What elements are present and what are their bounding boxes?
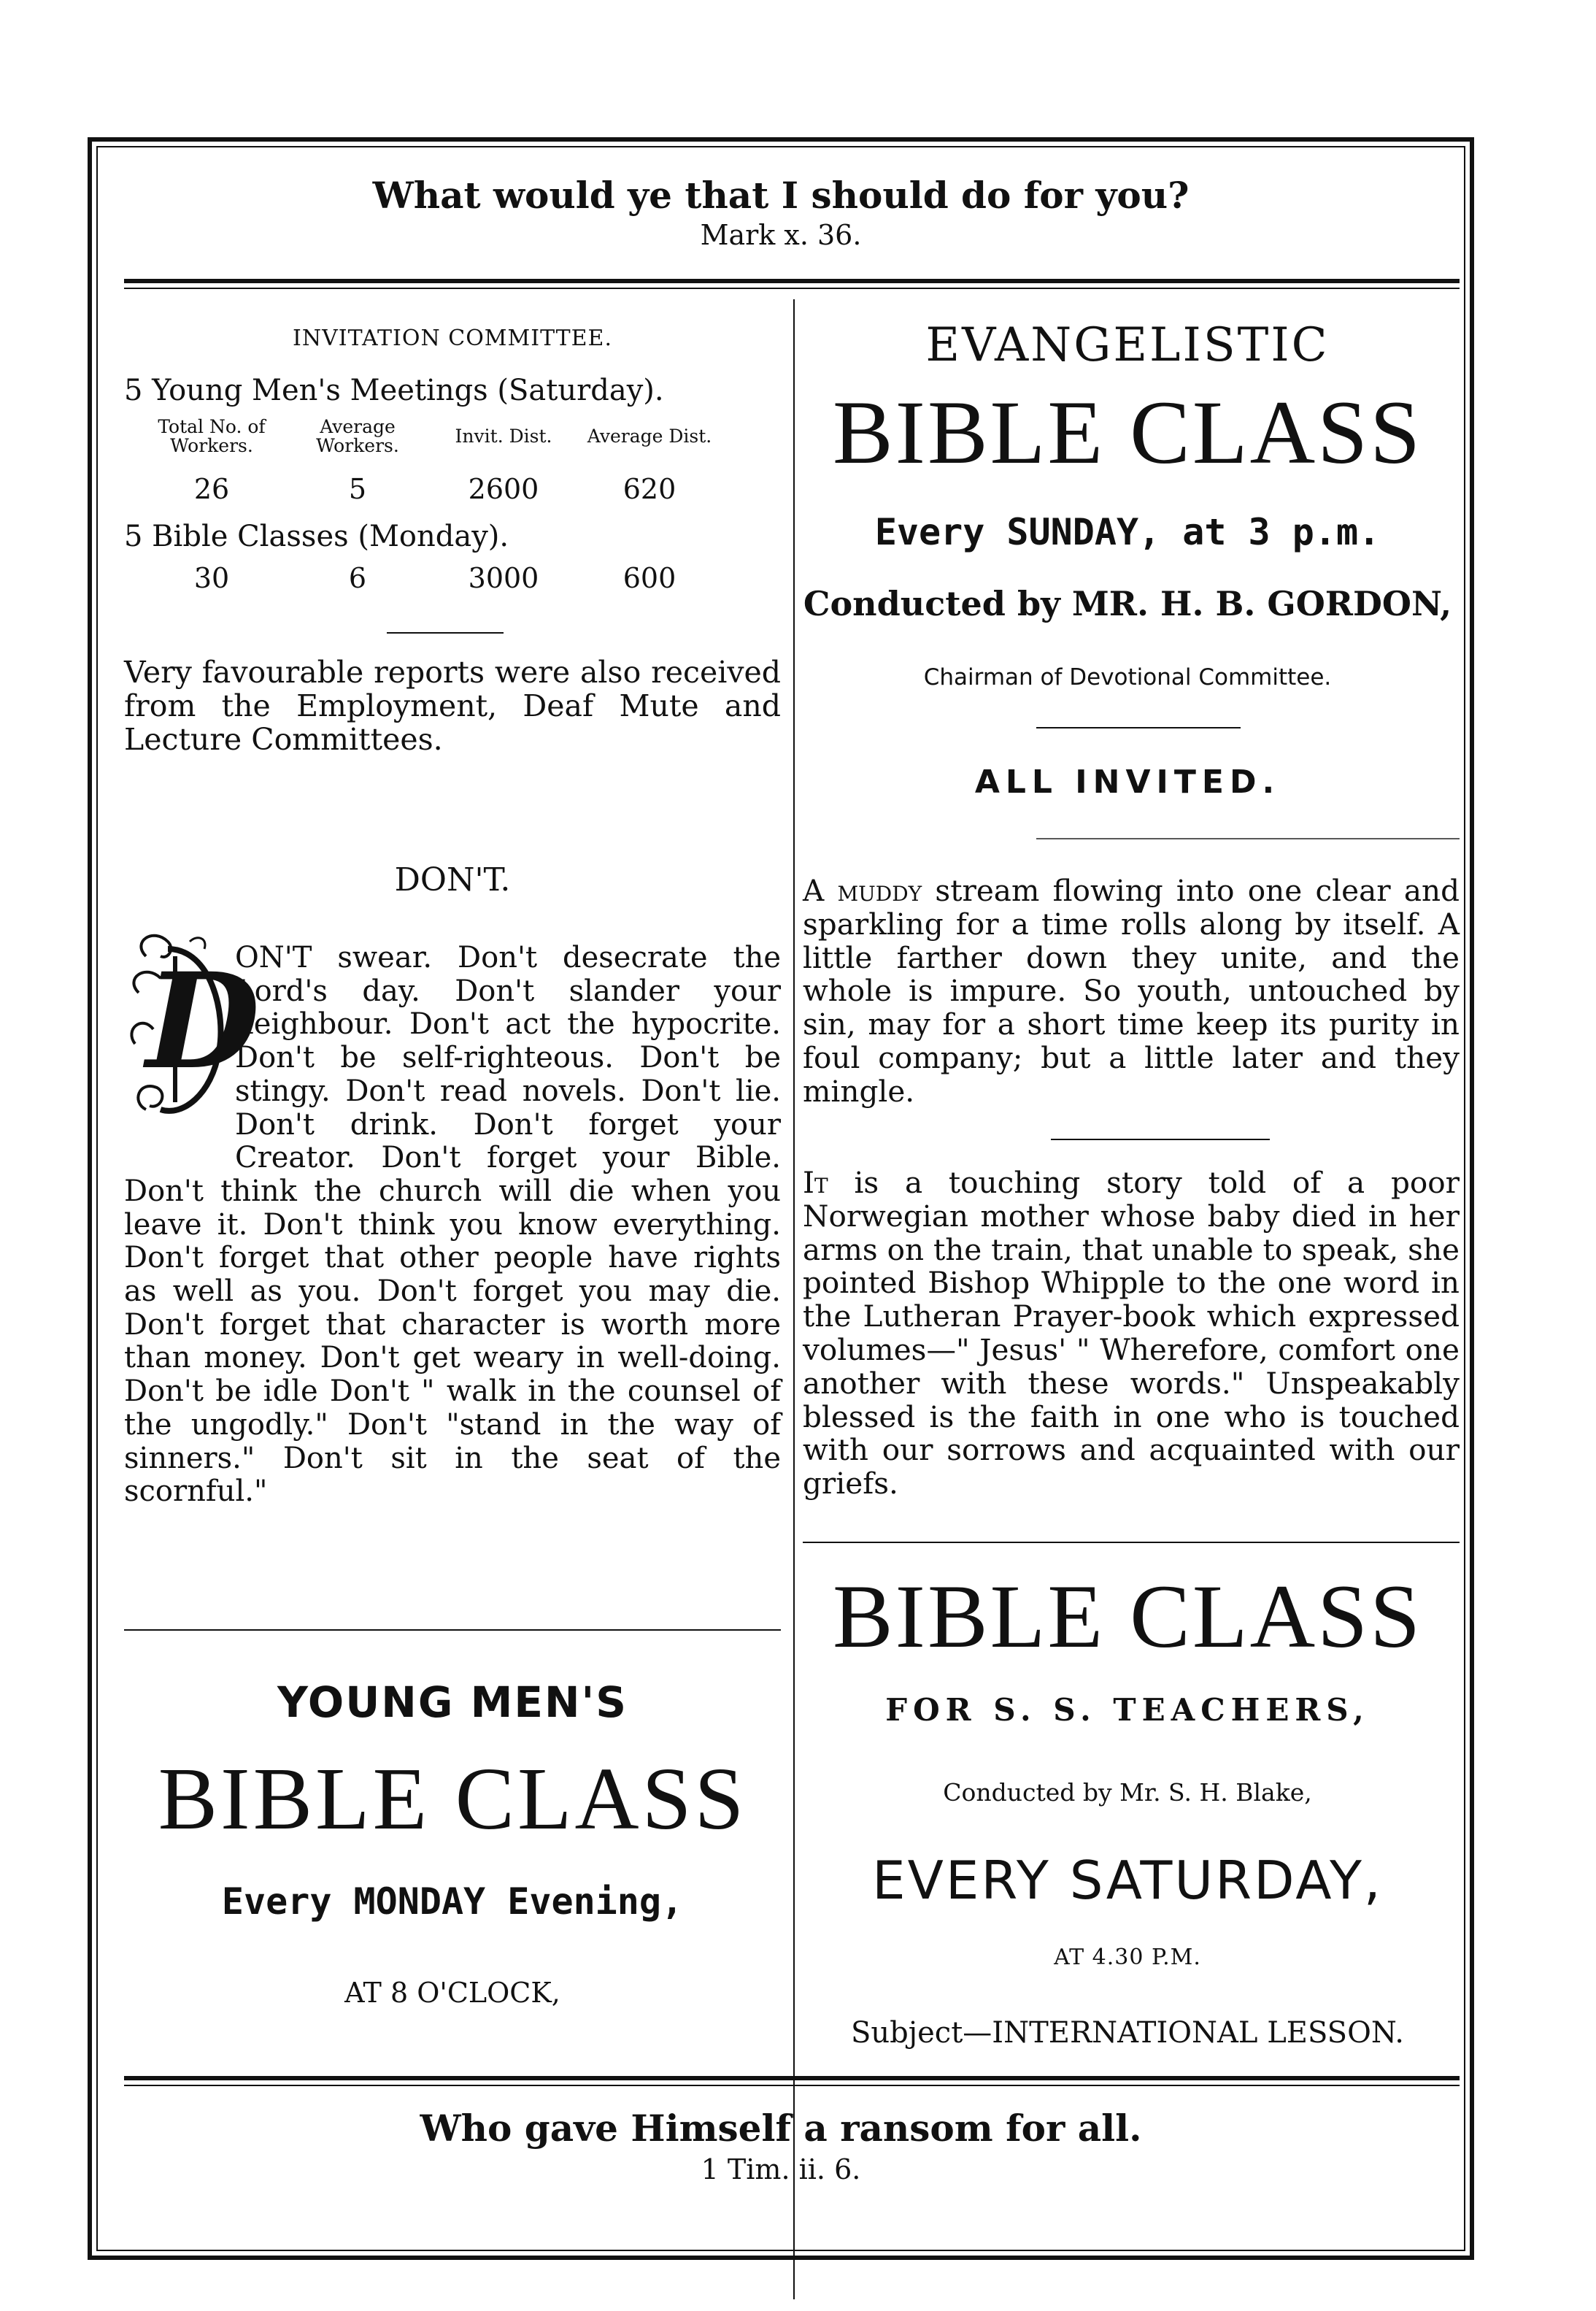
story-text: is a touching story told of a poor Norwegian mother whose baby died in her arms on the train, that unable to speak, she pointed Bishop Whipple to the one word in the Lutheran Prayer-book which expressed volumes—" Jesus' " Wherefore, comfort one another with these words." Unspeakably blessed is the faith in one who is touched with our sorrows and acquainted with our griefs. [803, 1165, 1460, 1501]
section-rule [803, 1542, 1460, 1543]
stream-text: stream flowing into one clear and sparkling for a time rolls along by itself. A little farther down they unite, and the whole is impure. So youth, untouched by sin, may for a short time keep its purity in foul company; but a little later and they mingle. [803, 873, 1460, 1109]
classes-heading: 5 Bible Classes (Monday). [124, 520, 509, 553]
short-rule [1036, 727, 1241, 728]
teachers-subject: Subject—INTERNATIONAL LESSON. [850, 2016, 1405, 2050]
value-cell: 620 [622, 473, 676, 505]
committee-report: Very favourable reports were also received from the Employment, Deaf Mute and Lecture Committees. [124, 655, 781, 757]
dashed-rule [1036, 838, 1460, 839]
stats-table [139, 418, 722, 455]
col-avg-workers: Average Workers. [316, 416, 399, 456]
value-cell: 26 [193, 473, 230, 505]
young-men-time: AT 8 O'CLOCK, [344, 1977, 560, 2009]
dont-text: swear. Don't desecrate the Lord's day. Don't slander your neighbour. Don't act the hypocrite. Don't be self-righteous. Don't be stingy. Don't read novels. Don't lie. Don't drink. Don't forget your Creator. Don't forget your Bible. Don't think the church will die when you leave it. Don't think you know everything. Don't forget that other people have rights as well as you. Don't forget you may die. Don't forget that character is worth more than money. Don't get weary in well-doing. Don't be idle Don't " walk in the counsel of the ungodly." Don't "stand in the way of sinners." Don't sit in the seat of the scornful." [124, 941, 781, 1509]
section-rule [124, 1629, 781, 1631]
stream-lead: A muddy [803, 873, 922, 908]
short-rule [387, 632, 504, 634]
teachers-when: EVERY SATURDAY, [872, 1850, 1383, 1911]
dont-title: DON'T. [394, 861, 511, 899]
meetings-values [139, 473, 722, 505]
teachers-conducted: Conducted by Mr. S. H. Blake, [943, 1778, 1312, 1807]
dont-paragraph [124, 942, 781, 1509]
value-cell: 2600 [468, 473, 539, 505]
header-rule-thin [124, 288, 1460, 289]
stream-paragraph [803, 874, 1460, 1109]
header-rule [124, 279, 1460, 283]
meetings-heading: 5 Young Men's Meetings (Saturday). [124, 374, 664, 407]
column-divider [793, 299, 795, 2299]
all-invited: ALL INVITED. [974, 764, 1281, 801]
value-cell: 30 [193, 562, 230, 594]
young-men-bible-class: BIBLE CLASS [158, 1750, 747, 1848]
teachers-time: AT 4.30 P.M. [1054, 1945, 1201, 1970]
footer-rule-thin [124, 2085, 1460, 2086]
header-reference: Mark x. 36. [700, 219, 862, 251]
evangelistic-title: EVANGELISTIC [925, 318, 1330, 372]
footer-rule [124, 2076, 1460, 2080]
story-lead: It [803, 1165, 828, 1200]
value-cell: 6 [348, 562, 367, 594]
header-verse: What would ye that I should do for you? [372, 174, 1190, 217]
col-invit: Invit. Dist. [455, 426, 552, 447]
evangelistic-conducted: Conducted by MR. H. B. GORDON, [803, 584, 1452, 623]
decorative-initial [124, 927, 261, 1146]
value-cell: 3000 [468, 562, 539, 594]
footer-reference: 1 Tim. ii. 6. [701, 2153, 861, 2185]
col-total: Total No. of Workers. [158, 416, 266, 456]
col-avg-dist: Average Dist. [587, 426, 712, 447]
short-rule [1051, 1139, 1270, 1140]
young-men-when: Every MONDAY Evening, [221, 1880, 684, 1923]
evangelistic-bible-class: BIBLE CLASS [832, 382, 1423, 482]
first-word-rest: ON'T [235, 941, 312, 974]
teachers-bible-class: BIBLE CLASS [832, 1566, 1423, 1666]
footer-verse: Who gave Himself a ransom for all. [420, 2107, 1142, 2150]
invitation-title: INVITATION COMMITTEE. [293, 326, 612, 351]
story-paragraph [803, 1166, 1460, 1501]
initial-letter: D [146, 945, 261, 1099]
young-men-title: YOUNG MEN'S [277, 1677, 628, 1727]
teachers-subtitle: FOR S. S. TEACHERS, [885, 1692, 1370, 1728]
value-cell: 600 [622, 562, 676, 594]
classes-values [139, 562, 722, 594]
value-cell: 5 [348, 473, 367, 505]
evangelistic-role: Chairman of Devotional Committee. [923, 664, 1332, 691]
evangelistic-when: Every SUNDAY, at 3 p.m. [874, 511, 1381, 553]
